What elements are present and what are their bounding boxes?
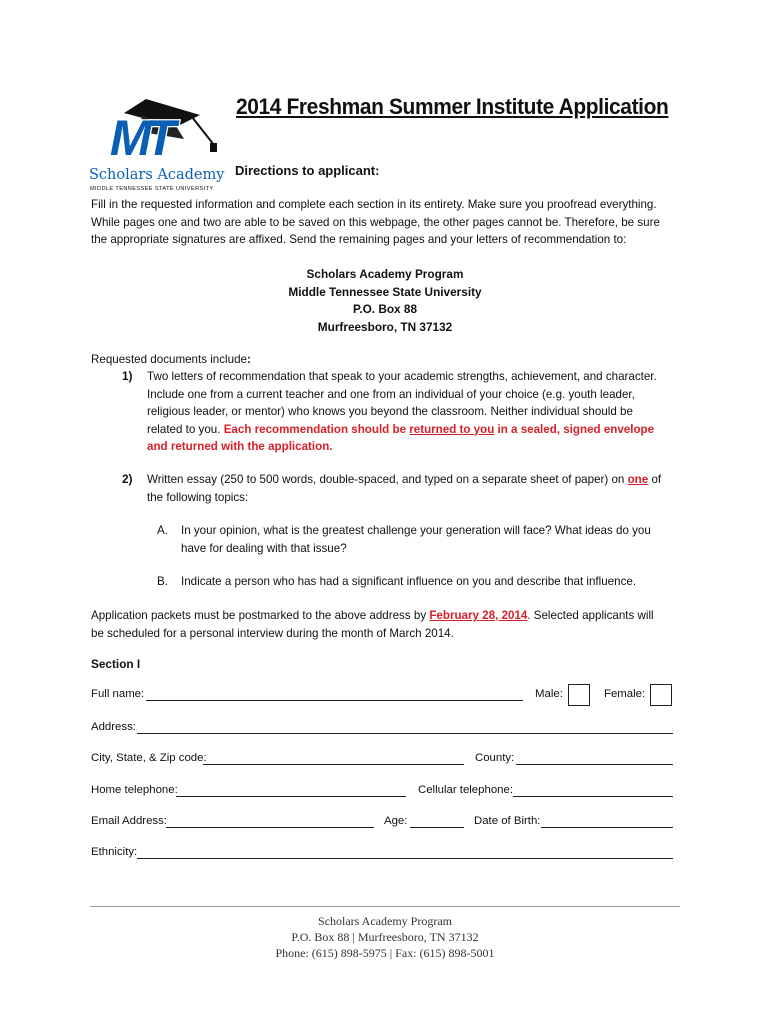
option-letter: B. — [157, 575, 168, 588]
cellular-telephone-label: Cellular telephone: — [418, 784, 513, 796]
email-field[interactable] — [166, 827, 374, 828]
dob-label: Date of Birth: — [474, 815, 541, 827]
item-line: related to you. Each recommendation should be returned to you in a sealed, signed envelope — [147, 422, 655, 436]
address-label: Address: — [91, 721, 136, 733]
full-name-field[interactable] — [146, 700, 523, 701]
county-field[interactable] — [516, 764, 673, 765]
essay-item — [147, 471, 661, 506]
footer-divider — [90, 906, 680, 907]
deadline-paragraph — [91, 607, 654, 642]
mailing-address — [0, 266, 770, 336]
email-label: Email Address: — [91, 815, 167, 827]
item-line: religious leader, or mentor) who knows you beyond the classroom. Neither individual should be — [147, 405, 633, 418]
option-line: have for dealing with that issue? — [181, 541, 347, 555]
svg-text:MT: MT — [109, 110, 171, 166]
female-checkbox[interactable] — [650, 684, 672, 706]
essay-option-a — [181, 522, 651, 557]
date-of-birth-field[interactable] — [541, 827, 673, 828]
address-line: P.O. Box 88 — [352, 302, 418, 316]
page-footer — [0, 914, 770, 961]
city-label: City, State, & Zip code: — [91, 752, 207, 764]
recommendation-item — [147, 368, 657, 456]
intro-line: While pages one and two are able to be saved on this webpage, the other pages cannot be. Therefore, be sure — [91, 215, 660, 229]
intro-line: the appropriate signatures are affixed. Send the remaining pages and your letters of recommendation to: — [91, 233, 627, 246]
address-line: Murfreesboro, TN 37132 — [317, 319, 453, 334]
item-number: 1) — [122, 369, 133, 383]
svg-text:Scholars Academy: Scholars Academy — [89, 167, 225, 183]
section-title: Section I — [91, 657, 141, 671]
mt-logo-graphic — [88, 93, 228, 193]
county-label: County: — [475, 752, 515, 764]
application-title: 2014 Freshman Summer Institute Application — [236, 94, 669, 119]
address-field[interactable] — [137, 733, 673, 734]
scholars-academy-logo — [88, 93, 228, 193]
svg-text:MIDDLE TENNESSEE STATE UNIVERS: MIDDLE TENNESSEE STATE UNIVERSITY — [90, 186, 214, 192]
item-line: Include one from a current teacher and one from an individual of your choice (e.g. youth leader, — [147, 387, 635, 401]
age-label: Age: — [384, 815, 408, 827]
male-checkbox[interactable] — [568, 684, 590, 706]
intro-line: Fill in the requested information and complete each section in its entirety. Make sure you proofread everything. — [91, 198, 657, 211]
intro-paragraph — [91, 196, 660, 249]
option-letter: A. — [157, 524, 168, 537]
address-line: Middle Tennessee State University — [288, 284, 482, 299]
age-field[interactable] — [410, 827, 464, 828]
ethnicity-label: Ethnicity: — [91, 846, 138, 858]
footer-line: Scholars Academy Program — [318, 914, 452, 928]
footer-line: P.O. Box 88 | Murfreesboro, TN 37132 — [291, 929, 479, 944]
deadline-date: February 28, 2014 — [429, 609, 528, 622]
item-line: the following topics: — [147, 490, 249, 504]
requested-documents-heading: Requested documents include: — [91, 353, 251, 366]
male-label: Male: — [535, 688, 563, 700]
city-state-zip-field[interactable] — [203, 764, 464, 765]
item-line: Written essay (250 to 500 words, double-spaced, and typed on a separate sheet of paper) on one of — [147, 473, 662, 486]
item-line: Two letters of recommendation that speak to your academic strengths, achievement, and character. — [147, 370, 657, 383]
full-name-label: Full name: — [91, 688, 145, 700]
deadline-line: be scheduled for a personal interview during the month of March 2014. — [91, 626, 454, 640]
footer-line: Phone: (615) 898-5975 | Fax: (615) 898-5001 — [275, 945, 495, 960]
female-label: Female: — [604, 688, 646, 700]
essay-option-b: Indicate a person who has had a significant influence on you and describe that influence. — [181, 575, 637, 588]
option-line: In your opinion, what is the greatest challenge your generation will face? What ideas do you — [181, 524, 651, 537]
deadline-line: Application packets must be postmarked to the above address by February 28, 2014. Selected applicants will — [91, 609, 654, 622]
cellular-telephone-field[interactable] — [513, 796, 673, 797]
ethnicity-field[interactable] — [137, 858, 673, 859]
address-line: Scholars Academy Program — [306, 267, 464, 281]
home-telephone-label: Home telephone: — [91, 784, 178, 796]
directions-heading: Directions to applicant: — [235, 163, 380, 178]
item-number: 2) — [122, 472, 133, 486]
item-line: and returned with the application. — [147, 440, 333, 453]
home-telephone-field[interactable] — [176, 796, 406, 797]
